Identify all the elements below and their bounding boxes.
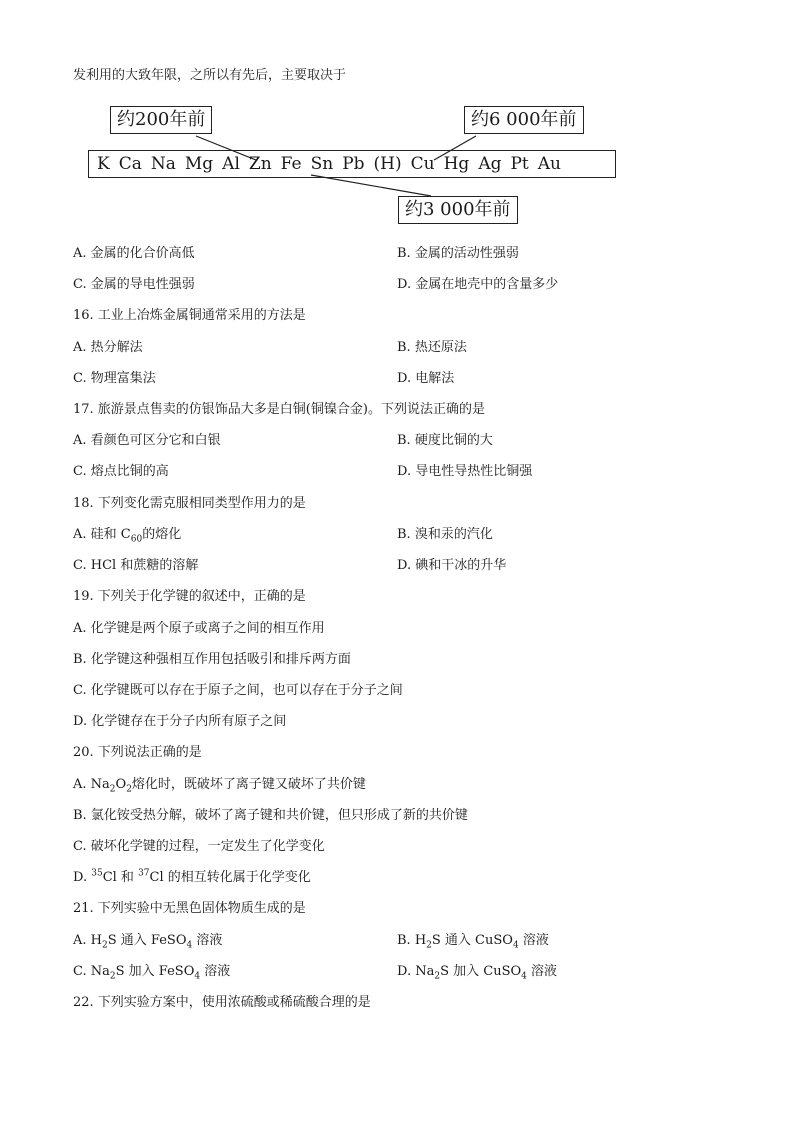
q18-option-c: C. HCl 和蔗糖的溶解 [73,558,199,573]
q20-option-d: D. $^{35}$Cl 和 $^{37}$Cl 的相互转化属于化学变化 [73,868,311,885]
q17-option-c: C. 熔点比铜的高 [73,464,169,479]
metal-symbol: Pb [342,154,365,174]
q19-option-b: B. 化学键这种强相互作用包括吸引和排斥两方面 [73,652,351,667]
q19-option-d: D. 化学键存在于分子内所有原子之间 [73,714,287,729]
intro-line: 发利用的大致年限，之所以有先后，主要取决于 [73,68,347,83]
metal-symbol: Na [150,154,176,174]
label-200-years: 约200年前 [110,106,212,134]
metal-symbol: Au [537,154,561,174]
q16-option-b: B. 热还原法 [397,340,467,355]
q21-option-d: D. $Na_2S$ 加入 CuSO$_4$ 溶液 [397,964,558,982]
metal-activity-diagram [86,100,626,230]
q16-option-d: D. 电解法 [397,371,455,386]
q20-option-c: C. 破坏化学键的过程，一定发生了化学变化 [73,839,325,854]
metal-symbol: Zn [248,154,272,174]
metal-symbol: Cu [410,154,435,174]
q16-stem: 16. 工业上冶炼金属铜通常采用的方法是 [73,308,306,323]
metal-series [88,150,616,178]
metal-symbol: Al [222,154,240,174]
q21-stem: 21. 下列实验中无黑色固体物质生成的是 [73,901,306,916]
metal-symbol: Mg [184,154,214,174]
connector-3000 [311,175,431,196]
metal-symbol: Ca [118,154,142,174]
metal-symbol: K [97,154,110,174]
q15-option-a: A. 金属的化合价高低 [73,246,195,261]
q17-stem: 17. 旅游景点售卖的仿银饰品大多是白铜(铜镍合金)。下列说法正确的是 [73,402,485,417]
metal-symbol: Ag [478,154,502,174]
q17-option-b: B. 硬度比铜的大 [397,433,493,448]
q18-option-a: A. 硅和 $C_{60}$的熔化 [73,527,182,545]
q20-stem: 20. 下列说法正确的是 [73,745,202,760]
q21-option-c: C. $Na_2S$ 加入 FeSO$_4$ 溶液 [73,964,231,982]
q19-option-a: A. 化学键是两个原子或离子之间的相互作用 [73,621,325,636]
q17-option-d: D. 导电性导热性比铜强 [397,464,533,479]
metal-symbol: Sn [310,154,334,174]
q19-stem: 19. 下列关于化学键的叙述中，正确的是 [73,589,306,604]
q20-option-b: B. 氯化铵受热分解，破坏了离子键和共价键，但只形成了新的共价键 [73,808,468,823]
q21-option-b: B. $H_2S$ 通入 CuSO$_4$ 溶液 [397,933,549,951]
q18-option-b: B. 溴和汞的汽化 [397,527,493,542]
q15-option-c: C. 金属的导电性强弱 [73,277,195,292]
q18-option-d: D. 碘和干冰的升华 [397,558,507,573]
q19-option-c: C. 化学键既可以存在于原子之间，也可以存在于分子之间 [73,683,403,698]
label-6000-years: 约6 000年前 [464,106,584,134]
q16-option-a: A. 热分解法 [73,340,143,355]
metal-symbol: Fe [280,154,302,174]
q20-option-a: A. $Na_2O_2$熔化时，既破坏了离子键又破坏了共价键 [73,777,366,795]
q15-option-b: B. 金属的活动性强弱 [397,246,519,261]
q16-option-c: C. 物理富集法 [73,371,156,386]
metal-symbol: (H) [373,154,402,174]
q21-option-a: A. $H_2S$ 通入 FeSO$_4$ 溶液 [73,933,223,951]
label-3000-years: 约3 000年前 [398,196,518,224]
metal-symbol: Hg [443,154,470,174]
q17-option-a: A. 看颜色可区分它和白银 [73,433,221,448]
q22-stem: 22. 下列实验方案中，使用浓硫酸或稀硫酸合理的是 [73,995,371,1010]
q15-option-d: D. 金属在地壳中的含量多少 [397,277,559,292]
q18-stem: 18. 下列变化需克服相同类型作用力的是 [73,496,306,511]
metal-symbol: Pt [510,154,529,174]
